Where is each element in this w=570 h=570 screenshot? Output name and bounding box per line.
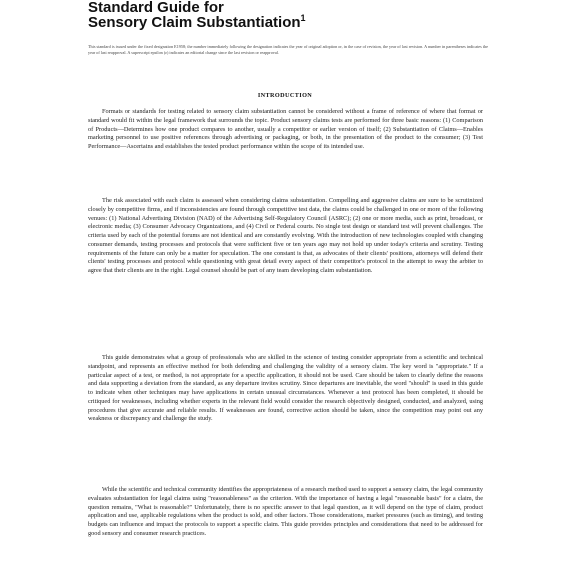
- paragraph: While the scientific and technical community identifies the appropriateness of a research method used to support a sensory claim, the legal community evaluates substantiation for legal claims using "reasonableness" as the criterion. With the importance of having a legal "reasonable basis" for a claim, the question remains, "What is reasonable?" Unfortunately, there is no specific answer to that legal question, as it will depend on the type of claim, product application and use, applicable regulations when the product is sold, and other factors. Those considerations, market pressures (such as timing), and testing budgets can influence and impact the protocols to support a specific claim. This guide provides principles and considerations that need to be addressed for good sensory and consumer research practices.: [88, 486, 483, 537]
- paragraph: Formats or standards for testing related to sensory claim substantiation cannot be considered without a frame of reference of where that format or standard would fit within the legal framework that surrounds the topic. Product sensory claims tests are performed for three basic reasons: (1) Comparison of Products—Determines how one product compares to another, usually a competitor or earlier version of itself; (2) Substantiation of Claims—Enables marketing personnel to use positive references through advertising or packaging, or both, in the presentation of the product to the consumer; (3) Test Performance—Ascertains and establishes the tested product performance within the scope of its intended use.: [88, 108, 483, 150]
- paragraph: This guide demonstrates what a group of professionals who are skilled in the science of testing consider appropriate from a scientific and technical standpoint, and represents an effective method for both defending and challenging the validity of a sensory claim. The key word is "appropriate." If a particular aspect of a test, or method, is not appropriate for a specific application, it should not be used. Care should be taken to clearly define the reasons and data supporting a deviation from the standard, as any departure invites scrutiny. Since departures are inevitable, the word "should" is used in this guide to indicate when other techniques may have applications in certain unusual circumstances. Whenever a test protocol has been completed, it should be critiqued for weaknesses, including whether experts in the relevant field would consider the research objectively designed, conducted, and analyzed, using procedures that give accurate and reliable results. If weaknesses are found, corrective action should be taken, since the competition may point out any weakness or discrepancy and challenge the study.: [88, 354, 483, 423]
- document-title: [88, 0, 488, 30]
- designation-notice: This standard is issued under the fixed designation E1958; the number immediately following the designation indicates the year of original adoption or, in the case of revision, the year of last revision. A number in parentheses indicates the year of last reapproval. A superscript epsilon (ε) indicates an editorial change since the last revision or reapproval.: [88, 44, 488, 55]
- paragraph: The risk associated with each claim is assessed when considering claims substantiation. Compelling and aggressive claims are sure to be scrutinized closely by competitive firms, and if inconsistencies are found through competitive test data, the claims could be challenged in one or more of the following venues: (1) National Advertising Division (NAD) of the Advertising Self-Regulatory Council (ASRC); (2) one or more media, such as print, broadcast, or electronic media; (3) Consumer Advocacy Organizations, and (4) Civil or Federal courts. No single test design or standard test will prevent challenges. The criteria used by each of the potential forums are not identical and are constantly evolving. With the introduction of new technologies coupled with changing consumer demands, testing processes and protocols that were sufficient five or ten years ago may not hold up under today's criteria and scrutiny. Testing requirements of the future can only be a matter for speculation. The one constant is that, as advocates of their clients' positions, attorneys will defend their clients' testing processes and protocol while questioning with great detail every aspect of their competitor's protocol in the attempt to sway the arbiter to agree that their clients are in the right. Legal counsel should be part of any team developing claim substantiation.: [88, 197, 483, 274]
- title-footnote-mark: 1: [300, 13, 306, 23]
- section-heading: INTRODUCTION: [257, 92, 313, 99]
- title-line-2: [88, 15, 488, 30]
- title-line-1: Standard Guide for: [88, 0, 224, 16]
- title-line-2-text: Sensory Claim Substantiation: [88, 14, 301, 31]
